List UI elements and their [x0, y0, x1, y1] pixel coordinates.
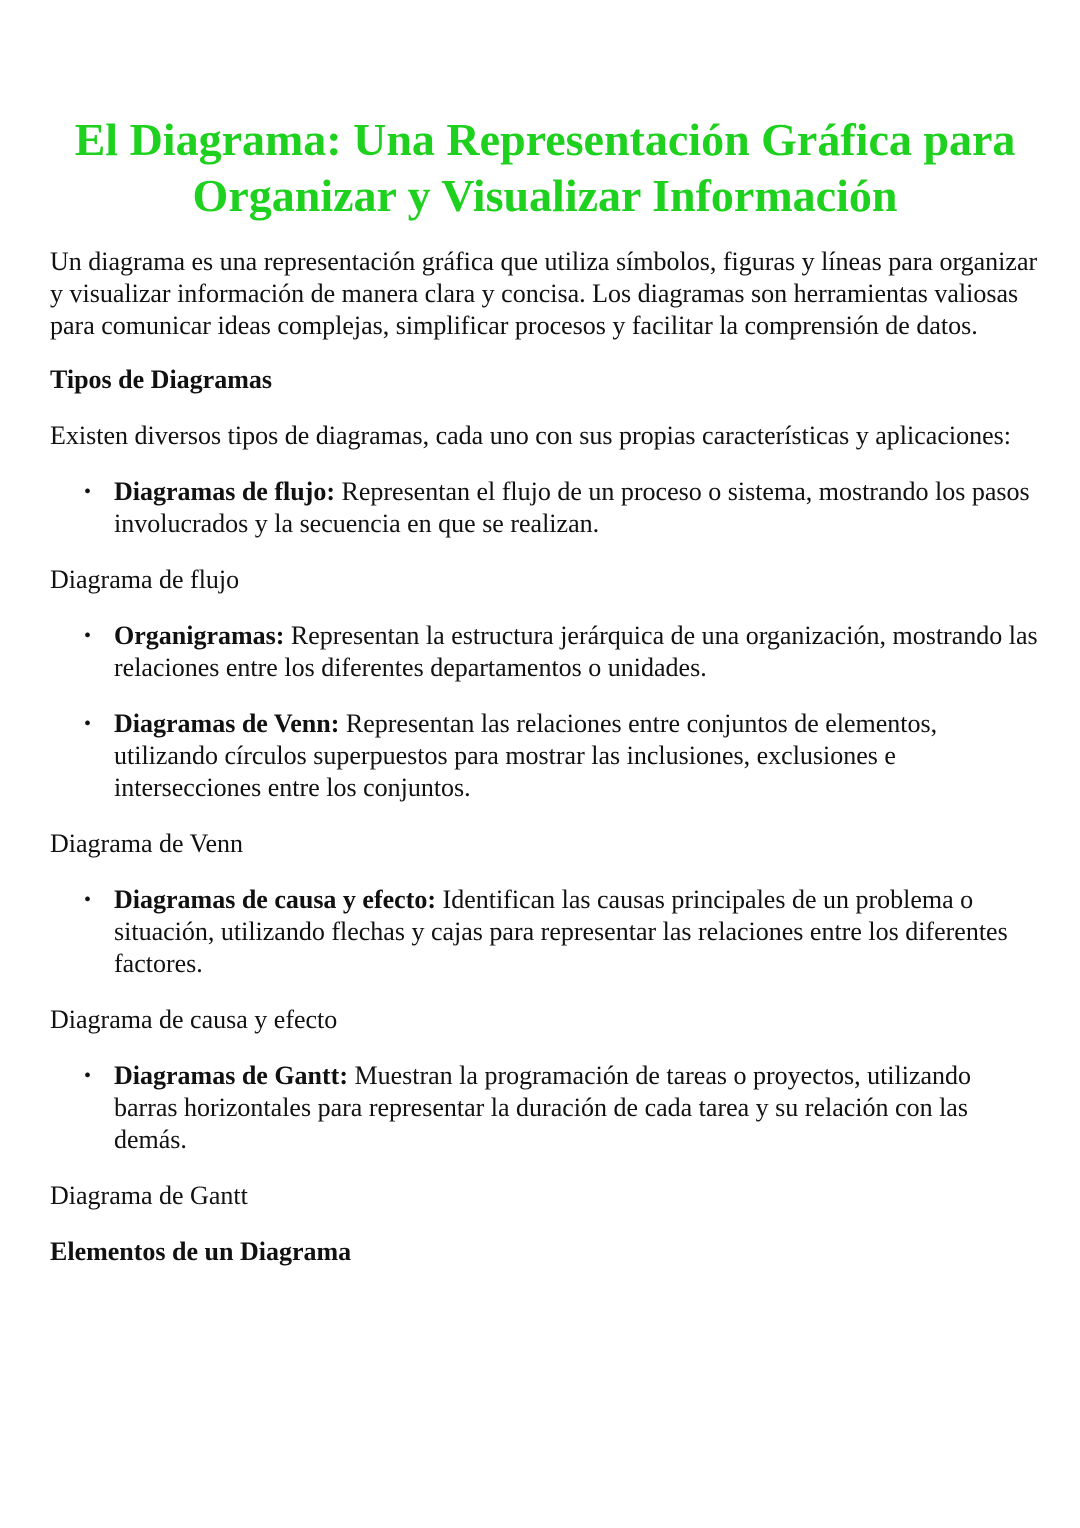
section-heading-types: Tipos de Diagramas: [50, 365, 272, 394]
caption-venn: Diagrama de Venn: [50, 829, 244, 858]
list-item-term: Organigramas:: [114, 621, 285, 650]
list-gantt: [50, 1060, 1040, 1156]
list-item-gantt: [50, 1060, 1040, 1156]
list-flujo: [50, 476, 1040, 540]
list-item-text: Muestran la programación de tareas o proyectos, utilizando barras horizontales para representar la duración de cada tarea y su relación con las demás.: [114, 1061, 972, 1154]
list-item-organigramas: [50, 620, 1040, 684]
list-organigramas-venn: [50, 620, 1040, 804]
list-item-text: Representan las relaciones entre conjuntos de elementos, utilizando círculos superpuestos para mostrar las inclusiones, exclusiones e intersecciones entre los conjuntos.: [114, 709, 938, 802]
list-item-causa-efecto: [50, 884, 1040, 980]
list-item-text: Identifican las causas principales de un problema o situación, utilizando flechas y cajas para representar las relaciones entre los diferentes factores.: [114, 885, 1008, 978]
caption-causa-efecto: Diagrama de causa y efecto: [50, 1005, 338, 1034]
section-heading-elements: Elementos de un Diagrama: [50, 1237, 352, 1266]
caption-flujo: Diagrama de flujo: [50, 565, 240, 594]
list-item-term: Diagramas de Gantt:: [114, 1061, 348, 1090]
list-item-text: Representan la estructura jerárquica de una organización, mostrando las relaciones entre los diferentes departamentos o unidades.: [114, 621, 1038, 682]
list-item-term: Diagramas de causa y efecto:: [114, 885, 437, 914]
list-item-venn: [50, 708, 1040, 804]
list-item-text: Representan el flujo de un proceso o sistema, mostrando los pasos involucrados y la secuencia en que se realizan.: [114, 477, 1030, 538]
bullet-icon: •: [84, 481, 92, 503]
bullet-icon: •: [84, 713, 92, 735]
document-page: [50, 112, 1040, 1268]
page-title: El Diagrama: Una Representación Gráfica para Organizar y Visualizar Información: [74, 114, 1016, 221]
list-item-term: Diagramas de Venn:: [114, 709, 340, 738]
list-item-flujo: [50, 476, 1040, 540]
intro-paragraph: Un diagrama es una representación gráfica que utiliza símbolos, figuras y líneas para organizar y visualizar información de manera clara y concisa. Los diagramas son herramientas valiosas para comunicar ideas complejas, simplificar procesos y facilitar la comprensión de datos.: [50, 247, 1038, 340]
types-lead-paragraph: Existen diversos tipos de diagramas, cada uno con sus propias características y aplicaciones:: [50, 421, 1011, 450]
bullet-icon: •: [84, 625, 92, 647]
bullet-icon: •: [84, 889, 92, 911]
list-causa: [50, 884, 1040, 980]
list-item-term: Diagramas de flujo:: [114, 477, 335, 506]
caption-gantt: Diagrama de Gantt: [50, 1181, 248, 1210]
bullet-icon: •: [84, 1065, 92, 1087]
